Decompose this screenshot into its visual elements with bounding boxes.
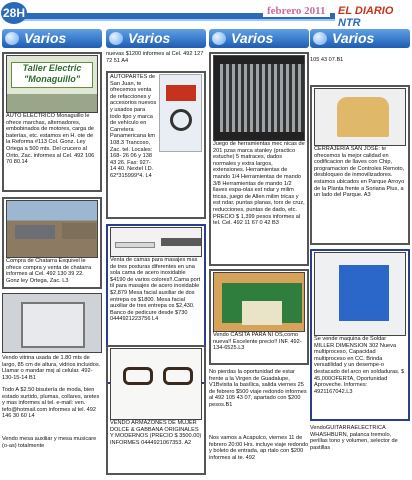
newspaper-name-main: EL DIARIO xyxy=(338,5,394,17)
ad-guitarra-text: VendoGUITARRAELECTRICA WHASHBURN, palanca tremolo, perillas tono y volumen, selector de pastillas xyxy=(310,425,398,451)
bubble-icon xyxy=(313,32,327,45)
vitrina-shape xyxy=(21,302,85,348)
column-4-title xyxy=(310,29,410,48)
camas-photo xyxy=(110,227,202,257)
casita-wall xyxy=(242,301,282,325)
ad-taller-electrico xyxy=(2,52,102,192)
ad-armazones xyxy=(106,345,206,475)
column-4 xyxy=(310,29,410,479)
maquina-photo xyxy=(314,252,406,336)
column-4-title-text: Varios xyxy=(332,30,375,46)
glasses-lens-left xyxy=(123,367,153,385)
cerrajeria-photo xyxy=(314,88,406,146)
ad-virgen-text: No pierdas la oportunidad de estar frente a la Virgen de Guadalupe, V1Bvisita la basílica, salida viernes 25 de febrero $500 viaje redondo informes al 492 105 43 07, apartado con $200 pesos.B1 xyxy=(209,369,307,408)
ad-herramientas xyxy=(209,52,309,266)
ad-acapulco xyxy=(209,435,309,477)
newspaper-name xyxy=(335,5,412,29)
casita-photo xyxy=(213,272,305,332)
massage-bed-1 xyxy=(115,242,155,248)
chatarra-photo xyxy=(6,200,98,258)
ad-herramientas-text: Juego de herramientas mec nicas de 201 pzas marca stanley (practico estuche) 5 matraces, dados normales y extra largos, extensiones. Herramientas de mando 1/4 Herramientas de mando 3/8 Herramientas de mando 1/2 llaves espa-olas est ndar y milim tricas, juego de Allen milim tricas y est ndar, puntas planas, torx de cruz, reducciones, puntas de dado, etc. PRECIO $ 1,399 pesos informes al tel. Cel. 492 11 67 0 42 B3 xyxy=(213,141,305,227)
vitrina-photo xyxy=(2,293,102,353)
ad-taller-text: AUTO ELECTRICO Monaguillo le ofrece marchas, alternadores, embobinados de motores, carga de baterías, etc. estamos en H. ote de la Reforma #113 Col. Gonz. Ley Ortega a 500 mts. Del crucero al Orito, Zac. informes al Cel. 492 106 70 80.14 xyxy=(6,113,95,166)
car-shape xyxy=(166,85,196,101)
wheel-shape xyxy=(170,109,192,131)
ad-acapulco-text: Nos vamos a Acapulco, viernes 11 de febrero 20:00 Hrs. incluye viaje redondo y boleto de entrada, ap rtalo con $200 informes al te. 492 xyxy=(209,435,309,461)
column-3-title xyxy=(209,29,309,48)
column-1-title xyxy=(2,29,102,48)
ad-armazones-text: VENDO ARMAZONES DE MUJER DOLCE & GABBANA ORIGINALES Y MODERNOS (PRECIO $ 3500.00) INFORMES 0444921067353. A2 xyxy=(110,420,202,446)
ad-camas-text: Venta de camas para masajes mas de tres posturas diferentes en una sola cama de acero inoxidable $4190 de varios colores!!.Cama port til para masajes de acero inoxidable $2,879 Mesa facial auxiliar de dos entrepa os $1800. Mesa facial auxiliar de tres entrepa os $2,430. Banco de pedicure desde $730 0444921223756 L4 xyxy=(110,257,201,323)
welder-shape xyxy=(339,265,389,321)
ad-mesa-auxiliar xyxy=(2,436,102,456)
ad-casita-text: Vendo CASITA PARA NI OS,como nueva!! Excelente precio!! INF. 492-134-6525.L3 xyxy=(213,332,302,352)
bubble-icon xyxy=(109,32,123,45)
ad-autopartes xyxy=(106,71,206,219)
page-header xyxy=(0,0,412,29)
ad-guitarra xyxy=(310,425,410,475)
massage-bed-2 xyxy=(161,238,202,246)
glasses-lens-right xyxy=(163,367,193,385)
armazones-photo xyxy=(110,348,202,420)
ad-virgen-guadalupe xyxy=(209,369,309,423)
column-2-title xyxy=(106,29,206,48)
ad-nuevas-text: nuevas $1200 informes al Cel. 492 127 72 51 A4 xyxy=(106,51,204,64)
ad-cerrajeria-text: CERRAJERIA SAN JOSE: te ofrecemos la mejor calidad en codificacion de llaves con Chip, programacion de Controles Remoto, desbloqueo de inmovilizadores. estamos ubicados en Parque Arroyo de la Planta frente a Soriana Plus, a un lado del Parque. A3 xyxy=(314,146,405,199)
scrap-pile xyxy=(62,223,96,239)
issue-date: febrero 2011 xyxy=(263,5,330,17)
ad-bisuteria xyxy=(2,387,102,433)
ad-maquina-soldar xyxy=(310,249,410,421)
ad-telefono-text: 105 43 07.B1 xyxy=(310,57,344,63)
ad-cerrajeria xyxy=(310,85,410,245)
truck-shape xyxy=(15,225,55,239)
herramientas-photo xyxy=(213,55,305,141)
column-3-title-text: Varios xyxy=(231,30,274,46)
ad-chatarra-text: Compra de Chatarra Esquivel le ofrece compra y venta de chatarra informes al Cel. 492 130 39 22. Gonz ley Ortega, Zac. L3 xyxy=(6,258,92,284)
ad-maquina-text: Se vende maquina de Soldar MILLER DIMENSION 302 Nueva multiproceso, Capacidad multiproceso en CC. Brinda versatilidad y un desempe-o destacado del arco en soldaduras. $ 45,000OFERTA, Oportunidad Aproveche. Informes: 4921167042.L3 xyxy=(314,336,405,395)
page-number: 28H xyxy=(1,2,27,24)
ad-mesa-text: Vendo mesa auxiliar y mesa musicare (o-as) totalmente xyxy=(2,436,97,449)
ad-telefono xyxy=(310,57,410,67)
ad-chatarra xyxy=(2,197,102,289)
taller-building xyxy=(7,94,97,112)
autopartes-photo xyxy=(159,74,202,152)
column-2 xyxy=(106,29,206,479)
ad-vitrina xyxy=(2,293,102,393)
column-2-title-text: Varios xyxy=(128,30,171,46)
ad-nuevas xyxy=(106,51,206,67)
ad-autopartes-text: AUTOPARTES de San Juan, te ofrecemos venta de refacciones y accesorios nuevos y usados para todo tipo y marca de vehículo en Carretera Panamericana km 108.3 Trancoso, Zac. tel. Locales: 168- 26 06 y 138 43 26. Fax: 927- 14 40. Nextel I.D. 62*315999*4. L4 xyxy=(110,74,157,179)
ad-vitrina-text: Vendo vitrina usada de 1.80 mts de largo, 85 cm de altura, vidrios incluidos. Llamar o mandar msj al celular. 492-130-15-14 B1 xyxy=(2,355,101,381)
ad-bisuteria-text: Todo A $2.50 bisutería de moda, bien estado surtido, plumas, collares, aretes y mas informes al tel. e-mail: ven. tefo@hotmail.com informes al tel. 492 146 30 60 L4 xyxy=(2,387,100,420)
key-shape xyxy=(337,97,389,137)
column-1 xyxy=(2,29,102,479)
column-3 xyxy=(209,29,309,479)
bubble-icon xyxy=(5,32,19,45)
column-1-title-text: Varios xyxy=(24,30,67,46)
ad-casita xyxy=(209,269,309,365)
tool-set xyxy=(220,64,304,132)
bubble-icon xyxy=(212,32,226,45)
newspaper-name-ntr: NTR xyxy=(338,17,361,29)
taller-sign: Taller Electric "Monaguillo" xyxy=(11,62,93,88)
taller-photo xyxy=(6,55,98,113)
